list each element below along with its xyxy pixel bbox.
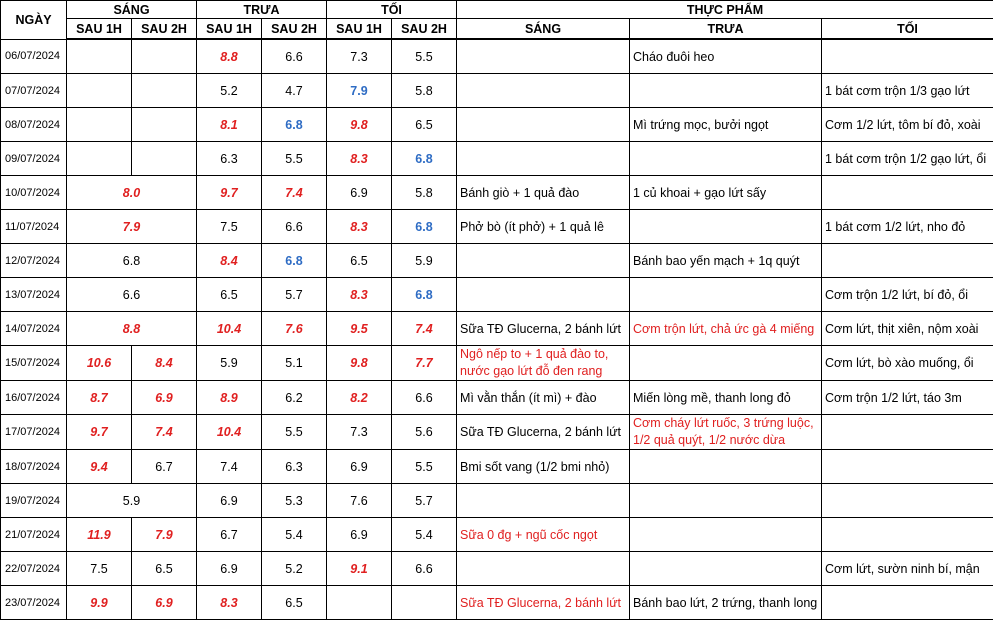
food-toi-cell: Cơm trộn 1/2 lứt, bí đỏ, ổi — [822, 278, 993, 312]
table-row — [1, 142, 993, 176]
food-toi-cell — [822, 518, 993, 552]
sang-sau1h-cell: 9.4 — [67, 450, 132, 484]
food-sang-cell: Phở bò (ít phở) + 1 quả lê — [457, 210, 630, 244]
table-row — [1, 39, 993, 74]
toi-sau2h-cell: 6.6 — [392, 552, 457, 586]
sang-sau1h-cell — [67, 142, 132, 176]
toi-sau1h-cell: 9.8 — [327, 108, 392, 142]
sang-merged-cell: 6.8 — [67, 244, 197, 278]
toi-sau2h-cell: 5.8 — [392, 176, 457, 210]
toi-sau2h-cell: 6.8 — [392, 142, 457, 176]
food-toi-cell — [822, 244, 993, 278]
toi-sau2h-cell: 7.4 — [392, 312, 457, 346]
date-cell: 19/07/2024 — [1, 484, 67, 518]
trua-sau2h-cell: 6.8 — [262, 244, 327, 278]
food-trua-cell — [630, 210, 822, 244]
toi-sau1h-cell: 8.3 — [327, 278, 392, 312]
trua-sau2h-cell: 6.6 — [262, 210, 327, 244]
trua-sau2h-cell: 5.2 — [262, 552, 327, 586]
trua-sau1h-cell: 7.5 — [197, 210, 262, 244]
trua-sau2h-cell: 5.1 — [262, 346, 327, 381]
food-sang-cell — [457, 244, 630, 278]
date-cell: 09/07/2024 — [1, 142, 67, 176]
toi-sau1h-cell: 6.9 — [327, 176, 392, 210]
sang-sau1h-cell: 9.9 — [67, 586, 132, 620]
sang-sau2h-cell: 6.9 — [132, 586, 197, 620]
toi-sau2h-cell: 6.8 — [392, 210, 457, 244]
trua-sau1h-cell: 7.4 — [197, 450, 262, 484]
food-sang-cell — [457, 142, 630, 176]
food-toi-cell: Cơm 1/2 lứt, tôm bí đỏ, xoài — [822, 108, 993, 142]
trua-sau1h-cell: 6.9 — [197, 484, 262, 518]
sang-sau1h-cell: 9.7 — [67, 415, 132, 450]
date-cell: 12/07/2024 — [1, 244, 67, 278]
sang-sau2h-cell: 7.9 — [132, 518, 197, 552]
trua-sau1h-cell: 8.4 — [197, 244, 262, 278]
header-toi: TỐI — [327, 1, 457, 19]
sang-sau2h-cell — [132, 74, 197, 108]
toi-sau2h-cell: 5.5 — [392, 450, 457, 484]
toi-sau1h-cell: 8.2 — [327, 381, 392, 415]
food-toi-cell: Cơm lứt, thịt xiên, nộm xoài — [822, 312, 993, 346]
toi-sau2h-cell: 6.8 — [392, 278, 457, 312]
food-trua-cell: Miến lòng mề, thanh long đỏ — [630, 381, 822, 415]
sang-merged-cell: 6.6 — [67, 278, 197, 312]
header-sang-sau1h: SAU 1H — [67, 19, 132, 40]
food-trua-cell: Bánh bao yến mạch + 1q quýt — [630, 244, 822, 278]
trua-sau1h-cell: 8.8 — [197, 39, 262, 74]
sang-sau1h-cell — [67, 74, 132, 108]
food-toi-cell: 1 bát cơm trộn 1/3 gạo lứt — [822, 74, 993, 108]
trua-sau2h-cell: 6.8 — [262, 108, 327, 142]
food-sang-cell: Sữa TĐ Glucerna, 2 bánh lứt — [457, 586, 630, 620]
toi-sau2h-cell: 5.5 — [392, 39, 457, 74]
sang-sau2h-cell — [132, 39, 197, 74]
sang-sau2h-cell: 6.7 — [132, 450, 197, 484]
trua-sau1h-cell: 8.1 — [197, 108, 262, 142]
date-cell: 15/07/2024 — [1, 346, 67, 381]
sang-merged-cell: 7.9 — [67, 210, 197, 244]
food-toi-cell: Cơm lứt, sườn ninh bí, mận — [822, 552, 993, 586]
trua-sau1h-cell: 5.9 — [197, 346, 262, 381]
sang-sau2h-cell: 8.4 — [132, 346, 197, 381]
food-toi-cell — [822, 450, 993, 484]
sang-sau1h-cell: 8.7 — [67, 381, 132, 415]
toi-sau1h-cell: 7.9 — [327, 74, 392, 108]
date-cell: 11/07/2024 — [1, 210, 67, 244]
header-food-toi: TỐI — [822, 19, 993, 40]
food-trua-cell: Mì trứng mọc, bưởi ngọt — [630, 108, 822, 142]
table-row — [1, 244, 993, 278]
food-sang-cell — [457, 74, 630, 108]
food-sang-cell — [457, 484, 630, 518]
trua-sau2h-cell: 5.5 — [262, 415, 327, 450]
toi-sau1h-cell: 6.5 — [327, 244, 392, 278]
food-toi-cell — [822, 484, 993, 518]
table-row — [1, 484, 993, 518]
table-row — [1, 346, 993, 381]
sang-sau2h-cell: 7.4 — [132, 415, 197, 450]
food-sang-cell: Sữa 0 đg + ngũ cốc ngọt — [457, 518, 630, 552]
food-toi-cell — [822, 415, 993, 450]
header-thuc-pham: THỰC PHẨM — [457, 1, 993, 19]
toi-sau1h-cell: 7.3 — [327, 415, 392, 450]
food-sang-cell — [457, 39, 630, 74]
date-cell: 17/07/2024 — [1, 415, 67, 450]
food-sang-cell — [457, 278, 630, 312]
toi-sau1h-cell: 9.1 — [327, 552, 392, 586]
table-row — [1, 518, 993, 552]
sang-sau1h-cell: 7.5 — [67, 552, 132, 586]
trua-sau1h-cell: 6.3 — [197, 142, 262, 176]
date-cell: 10/07/2024 — [1, 176, 67, 210]
table-row — [1, 552, 993, 586]
date-cell: 07/07/2024 — [1, 74, 67, 108]
trua-sau2h-cell: 6.6 — [262, 39, 327, 74]
trua-sau1h-cell: 8.9 — [197, 381, 262, 415]
toi-sau2h-cell: 6.5 — [392, 108, 457, 142]
trua-sau1h-cell: 6.5 — [197, 278, 262, 312]
header-toi-sau2h: SAU 2H — [392, 19, 457, 40]
food-toi-cell: 1 bát cơm trộn 1/2 gạo lứt, ổi — [822, 142, 993, 176]
food-trua-cell — [630, 142, 822, 176]
date-cell: 13/07/2024 — [1, 278, 67, 312]
date-cell: 08/07/2024 — [1, 108, 67, 142]
toi-sau2h-cell: 6.6 — [392, 381, 457, 415]
food-toi-cell: 1 bát cơm 1/2 lứt, nho đỏ — [822, 210, 993, 244]
header-ngay: NGÀY — [1, 1, 67, 40]
food-trua-cell: 1 củ khoai + gạo lứt sấy — [630, 176, 822, 210]
food-trua-cell — [630, 74, 822, 108]
table-row — [1, 74, 993, 108]
toi-sau1h-cell: 7.3 — [327, 39, 392, 74]
toi-sau1h-cell: 9.5 — [327, 312, 392, 346]
table-row — [1, 278, 993, 312]
sang-sau1h-cell — [67, 108, 132, 142]
date-cell: 23/07/2024 — [1, 586, 67, 620]
date-cell: 21/07/2024 — [1, 518, 67, 552]
sang-merged-cell: 8.8 — [67, 312, 197, 346]
toi-sau2h-cell: 5.7 — [392, 484, 457, 518]
food-trua-cell — [630, 450, 822, 484]
trua-sau1h-cell: 6.7 — [197, 518, 262, 552]
food-sang-cell: Sữa TĐ Glucerna, 2 bánh lứt — [457, 415, 630, 450]
food-trua-cell — [630, 484, 822, 518]
table-row — [1, 586, 993, 620]
trua-sau1h-cell: 10.4 — [197, 312, 262, 346]
sang-sau2h-cell: 6.9 — [132, 381, 197, 415]
toi-sau1h-cell: 8.3 — [327, 210, 392, 244]
food-sang-cell: Mì vằn thắn (ít mì) + đào — [457, 381, 630, 415]
sang-sau2h-cell: 6.5 — [132, 552, 197, 586]
trua-sau1h-cell: 9.7 — [197, 176, 262, 210]
food-toi-cell — [822, 586, 993, 620]
toi-sau2h-cell: 5.4 — [392, 518, 457, 552]
toi-sau2h-cell: 5.8 — [392, 74, 457, 108]
trua-sau2h-cell: 5.7 — [262, 278, 327, 312]
food-trua-cell: Cháo đuôi heo — [630, 39, 822, 74]
sang-sau1h-cell — [67, 39, 132, 74]
food-toi-cell: Cơm trộn 1/2 lứt, táo 3m — [822, 381, 993, 415]
header-trua-sau2h: SAU 2H — [262, 19, 327, 40]
trua-sau2h-cell: 6.5 — [262, 586, 327, 620]
sang-sau2h-cell — [132, 142, 197, 176]
header-toi-sau1h: SAU 1H — [327, 19, 392, 40]
trua-sau2h-cell: 7.4 — [262, 176, 327, 210]
table-row — [1, 450, 993, 484]
trua-sau2h-cell: 5.4 — [262, 518, 327, 552]
toi-sau2h-cell — [392, 586, 457, 620]
trua-sau1h-cell: 6.9 — [197, 552, 262, 586]
table-body — [1, 39, 993, 620]
sang-sau1h-cell: 11.9 — [67, 518, 132, 552]
trua-sau2h-cell: 4.7 — [262, 74, 327, 108]
date-cell: 18/07/2024 — [1, 450, 67, 484]
toi-sau2h-cell: 5.9 — [392, 244, 457, 278]
header-food-sang: SÁNG — [457, 19, 630, 40]
table-header — [1, 1, 993, 40]
table-row — [1, 108, 993, 142]
sang-merged-cell: 8.0 — [67, 176, 197, 210]
food-trua-cell — [630, 346, 822, 381]
table-row — [1, 381, 993, 415]
toi-sau1h-cell: 9.8 — [327, 346, 392, 381]
toi-sau1h-cell: 6.9 — [327, 450, 392, 484]
toi-sau1h-cell — [327, 586, 392, 620]
trua-sau2h-cell: 6.2 — [262, 381, 327, 415]
header-trua: TRƯA — [197, 1, 327, 19]
date-cell: 22/07/2024 — [1, 552, 67, 586]
table-row — [1, 210, 993, 244]
trua-sau1h-cell: 5.2 — [197, 74, 262, 108]
date-cell: 14/07/2024 — [1, 312, 67, 346]
food-trua-cell: Cơm cháy lứt ruốc, 3 trứng luộc, 1/2 quả quýt, 1/2 nước dừa — [630, 415, 822, 450]
table-row — [1, 176, 993, 210]
food-trua-cell: Bánh bao lứt, 2 trứng, thanh long — [630, 586, 822, 620]
table-row — [1, 312, 993, 346]
toi-sau1h-cell: 8.3 — [327, 142, 392, 176]
trua-sau2h-cell: 7.6 — [262, 312, 327, 346]
sang-sau2h-cell — [132, 108, 197, 142]
food-sang-cell: Bmi sốt vang (1/2 bmi nhỏ) — [457, 450, 630, 484]
food-trua-cell: Cơm trộn lứt, chả ức gà 4 miếng — [630, 312, 822, 346]
header-trua-sau1h: SAU 1H — [197, 19, 262, 40]
trua-sau2h-cell: 5.3 — [262, 484, 327, 518]
trua-sau1h-cell: 8.3 — [197, 586, 262, 620]
sang-merged-cell: 5.9 — [67, 484, 197, 518]
food-trua-cell — [630, 518, 822, 552]
food-sang-cell — [457, 108, 630, 142]
header-sang-sau2h: SAU 2H — [132, 19, 197, 40]
trua-sau2h-cell: 5.5 — [262, 142, 327, 176]
food-trua-cell — [630, 552, 822, 586]
food-toi-cell: Cơm lứt, bò xào muống, ổi — [822, 346, 993, 381]
date-cell: 16/07/2024 — [1, 381, 67, 415]
food-sang-cell: Ngô nếp to + 1 quả đào to, nước gạo lứt đỗ đen rang — [457, 346, 630, 381]
toi-sau1h-cell: 7.6 — [327, 484, 392, 518]
food-sang-cell — [457, 552, 630, 586]
food-trua-cell — [630, 278, 822, 312]
header-sang: SÁNG — [67, 1, 197, 19]
trua-sau1h-cell: 10.4 — [197, 415, 262, 450]
food-sang-cell: Bánh giò + 1 quả đào — [457, 176, 630, 210]
sang-sau1h-cell: 10.6 — [67, 346, 132, 381]
date-cell: 06/07/2024 — [1, 39, 67, 74]
toi-sau1h-cell: 6.9 — [327, 518, 392, 552]
header-food-trua: TRƯA — [630, 19, 822, 40]
toi-sau2h-cell: 7.7 — [392, 346, 457, 381]
food-sang-cell: Sữa TĐ Glucerna, 2 bánh lứt — [457, 312, 630, 346]
trua-sau2h-cell: 6.3 — [262, 450, 327, 484]
food-toi-cell — [822, 176, 993, 210]
food-toi-cell — [822, 39, 993, 74]
table-row — [1, 415, 993, 450]
toi-sau2h-cell: 5.6 — [392, 415, 457, 450]
